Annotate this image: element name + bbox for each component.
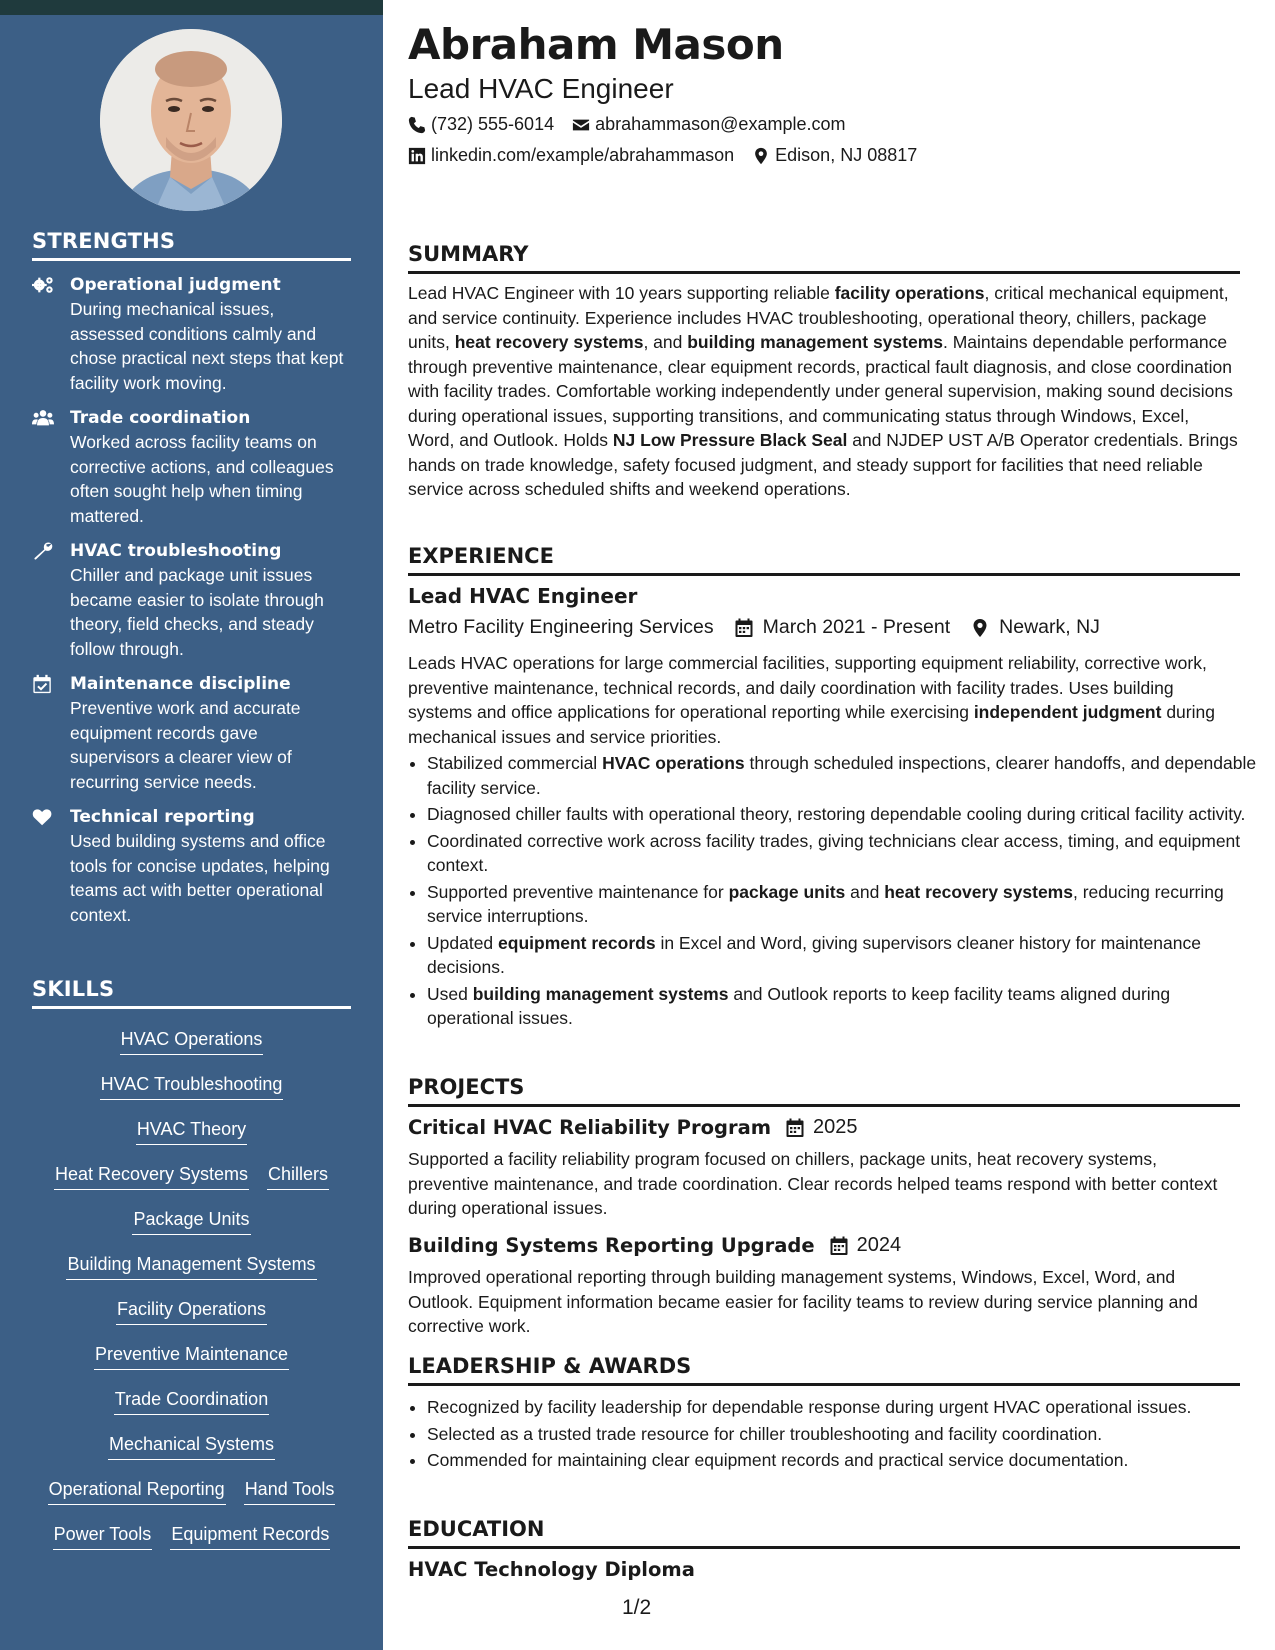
skill-tag: HVAC Operations	[120, 1027, 264, 1055]
skill-tag: Equipment Records	[170, 1522, 330, 1550]
skill-tag: Facility Operations	[116, 1297, 267, 1325]
education-heading: EDUCATION	[408, 1517, 1240, 1549]
candidate-name: Abraham Mason	[408, 20, 784, 69]
strength-item	[32, 539, 351, 661]
skill-row	[32, 1252, 351, 1297]
strength-title: Technical reporting	[70, 807, 255, 827]
skill-tag: Hand Tools	[244, 1477, 336, 1505]
project-header	[408, 1116, 858, 1139]
linkedin-link[interactable]: linkedin.com/example/abrahammason	[431, 145, 735, 165]
location-contact	[752, 145, 917, 166]
strength-item	[32, 406, 351, 528]
skill-tag: Preventive Maintenance	[94, 1342, 289, 1370]
project-name: Building Systems Reporting Upgrade	[408, 1234, 815, 1257]
profile-photo	[100, 29, 282, 211]
strength-title: Trade coordination	[70, 408, 251, 428]
strengths-section	[32, 229, 351, 938]
sidebar	[0, 15, 383, 1650]
skill-row	[32, 1027, 351, 1072]
contact-row-2	[408, 145, 935, 166]
skill-tag: HVAC Theory	[136, 1117, 247, 1145]
skill-row	[32, 1297, 351, 1342]
list-item: • Diagnosed chiller faults with operational theory, restoring dependable cooling during critical facility activity.	[427, 802, 1259, 827]
list-item: • Commended for maintaining clear equipment records and practical service documentation.	[427, 1448, 1259, 1473]
job-location	[970, 616, 1100, 639]
strength-title: Maintenance discipline	[70, 674, 291, 694]
phone-icon	[408, 116, 426, 134]
phone-text: (732) 555-6014	[431, 114, 555, 134]
list-item: • Stabilized commercial HVAC operations through scheduled inspections, clearer handoffs, and dependable facility service.	[427, 751, 1259, 800]
project-description: Improved operational reporting through building management systems, Windows, Excel, Word, and Outlook. Equipment information became easier for facility teams to review during service planning and corrective work.	[408, 1267, 1198, 1336]
location-text: Edison, NJ 08817	[775, 145, 918, 165]
leadership-list	[408, 1395, 1259, 1475]
contact-row	[408, 114, 863, 135]
project-year: 2025	[813, 1116, 858, 1138]
skill-tag: Package Units	[132, 1207, 250, 1235]
map-pin-icon	[752, 147, 770, 165]
project-name: Critical HVAC Reliability Program	[408, 1116, 772, 1139]
strength-description: During mechanical issues, assessed conditions calmly and chose practical next steps that kept facility work moving.	[70, 299, 344, 393]
calendar-icon	[829, 1236, 849, 1256]
job-intro: Leads HVAC operations for large commercial facilities, supporting equipment reliability, corrective work, preventive maintenance, technical records, and daily coordination with facility trades. Uses building systems and office applications for operational reporting while exercising independent judgment during mechanical issues and service priorities.	[408, 653, 1215, 747]
gears-icon	[32, 275, 54, 295]
strength-item	[32, 805, 351, 927]
wrench-icon	[32, 541, 54, 561]
skills-section	[32, 977, 351, 1567]
skills-heading: SKILLS	[32, 977, 351, 1009]
job-meta	[408, 616, 1120, 639]
skill-tag: Building Management Systems	[66, 1252, 316, 1280]
list-item: • Used building management systems and Outlook reports to keep facility teams aligned during operational issues.	[427, 982, 1259, 1031]
strength-title: Operational judgment	[70, 275, 281, 295]
degree-title: HVAC Technology Diploma	[408, 1558, 695, 1581]
summary-heading: SUMMARY	[408, 242, 1240, 274]
skill-tag: Operational Reporting	[48, 1477, 226, 1505]
candidate-title: Lead HVAC Engineer	[408, 73, 674, 104]
skill-tag: Trade Coordination	[114, 1387, 269, 1415]
job-dates-text: March 2021 - Present	[762, 616, 951, 638]
strength-description: Chiller and package unit issues became easier to isolate through theory, field checks, and steady follow through.	[70, 565, 324, 659]
skill-row	[32, 1342, 351, 1387]
skill-tag: Heat Recovery Systems	[54, 1162, 249, 1190]
list-item: • Selected as a trusted trade resource for chiller troubleshooting and facility coordination.	[427, 1422, 1259, 1447]
email-link[interactable]: abrahammason@example.com	[595, 114, 846, 134]
calendar-icon	[734, 618, 754, 638]
phone-contact	[408, 114, 554, 135]
projects-heading: PROJECTS	[408, 1075, 1240, 1107]
summary-text: Lead HVAC Engineer with 10 years supporting reliable facility operations, critical mechanical equipment, and service continuity. Experience includes HVAC troubleshooting, operational theory, chillers, package units, heat recovery systems, and building management systems. Maintains dependable performance through preventive maintenance, clear equipment records, practical fault diagnosis, and close coordination with facility trades. Comfortable working independently under general supervision, making sound decisions during operational issues, supporting transitions, and communicating status through Windows, Excel, Word, and Outlook. Holds NJ Low Pressure Black Seal and NJDEP UST A/B Operator credentials. Brings hands on trade knowledge, safety focused judgment, and steady support for facilities that need reliable service across scheduled shifts and weekend operations.	[408, 283, 1238, 499]
skill-tag: Mechanical Systems	[108, 1432, 275, 1460]
skill-row	[32, 1477, 351, 1522]
heart-icon	[32, 807, 54, 827]
leadership-heading: LEADERSHIP & AWARDS	[408, 1354, 1240, 1386]
job-location-text: Newark, NJ	[999, 616, 1100, 638]
skill-row	[32, 1162, 351, 1207]
project-year: 2024	[856, 1234, 902, 1256]
job-dates	[734, 616, 951, 639]
skill-row	[32, 1522, 351, 1567]
envelope-icon	[572, 116, 590, 134]
page-number: 1/2	[622, 1596, 652, 1619]
strength-title: HVAC troubleshooting	[70, 541, 282, 561]
project-header	[408, 1234, 901, 1257]
skill-tag: Chillers	[267, 1162, 329, 1190]
email-contact[interactable]	[572, 114, 845, 135]
project-description: Supported a facility reliability program focused on chillers, package units, heat recovery systems, preventive maintenance, and trade coordination. Clear records helped teams respond with better context during operational issues.	[408, 1149, 1218, 1218]
skill-row	[32, 1072, 351, 1117]
skill-tag: HVAC Troubleshooting	[100, 1072, 284, 1100]
strength-description: Worked across facility teams on corrective actions, and colleagues often sought help when timing mattered.	[70, 432, 334, 526]
map-pin-icon	[970, 618, 990, 638]
strengths-heading: STRENGTHS	[32, 229, 351, 261]
skill-row	[32, 1432, 351, 1477]
list-item: • Supported preventive maintenance for package units and heat recovery systems, reducing recurring service interruptions.	[427, 880, 1259, 929]
strength-item	[32, 672, 351, 794]
experience-heading: EXPERIENCE	[408, 544, 1240, 576]
calendar-icon	[785, 1118, 805, 1138]
list-item: • Recognized by facility leadership for dependable response during urgent HVAC operational issues.	[427, 1395, 1259, 1420]
job-title: Lead HVAC Engineer	[408, 584, 638, 608]
calendar-check-icon	[32, 674, 54, 694]
strength-item	[32, 273, 351, 395]
users-icon	[32, 408, 54, 428]
linkedin-contact[interactable]	[408, 145, 734, 166]
skill-row	[32, 1117, 351, 1162]
linkedin-icon	[408, 147, 426, 165]
list-item: • Updated equipment records in Excel and Word, giving supervisors cleaner history for maintenance decisions.	[427, 931, 1259, 980]
skill-row	[32, 1207, 351, 1252]
strength-description: Used building systems and office tools for concise updates, helping teams act with better operational context.	[70, 831, 330, 925]
list-item: • Coordinated corrective work across facility trades, giving technicians clear access, timing, and equipment context.	[427, 829, 1259, 878]
company-name: Metro Facility Engineering Services	[408, 616, 714, 638]
skill-tag: Power Tools	[53, 1522, 153, 1550]
strength-description: Preventive work and accurate equipment records gave supervisors a clearer view of recurring service needs.	[70, 698, 301, 792]
sidebar-top-band	[0, 0, 383, 15]
skill-row	[32, 1387, 351, 1432]
job-bullets	[408, 751, 1259, 1033]
